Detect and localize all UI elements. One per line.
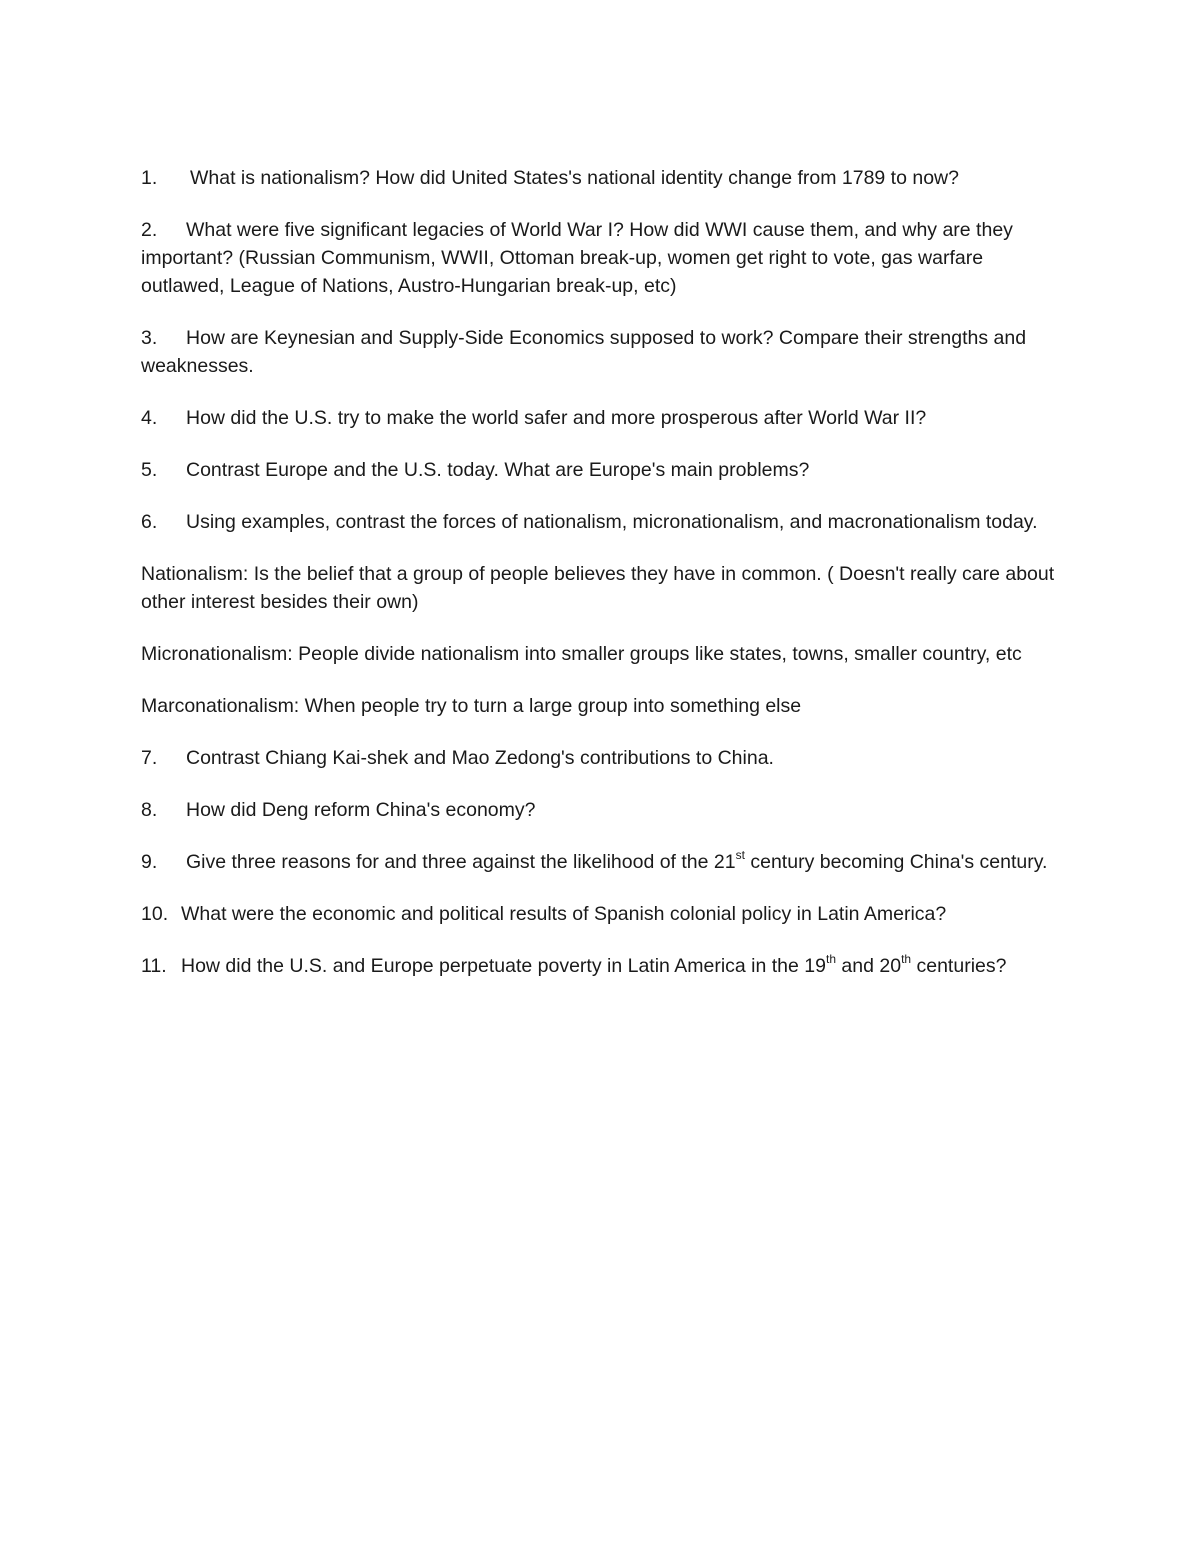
question-8 (141, 796, 1066, 824)
question-5 (141, 456, 1066, 484)
question-text-b: century becoming China's century. (744, 851, 1048, 873)
question-number: 3. (141, 327, 158, 349)
question-number: 8. (141, 799, 158, 821)
question-text: Contrast Chiang Kai-shek and Mao Zedong's contributions to China. (186, 747, 774, 769)
question-text-b: and 20 (836, 955, 902, 977)
question-9 (141, 848, 1066, 876)
question-text-a: How did the U.S. and Europe perpetuate poverty in Latin America in the 19 (181, 955, 826, 977)
question-6 (141, 508, 1066, 536)
question-number: 1. (141, 167, 158, 189)
question-text: What is nationalism? How did United States's national identity change from 1789 to now? (190, 167, 959, 189)
question-number: 5. (141, 459, 158, 481)
document-page (141, 164, 1066, 1004)
question-number: 9. (141, 851, 158, 873)
question-number: 2. (141, 219, 158, 241)
question-7 (141, 744, 1066, 772)
question-1 (141, 164, 1066, 192)
question-number: 7. (141, 747, 158, 769)
question-11 (141, 952, 1066, 980)
question-number: 6. (141, 511, 158, 533)
answer-marconationalism: Marconationalism: When people try to turn a large group into something else (141, 695, 802, 717)
question-text: How did the U.S. try to make the world safer and more prosperous after World War II? (186, 407, 927, 429)
question-text-c: centuries? (911, 955, 1007, 977)
answer-micronationalism: Micronationalism: People divide nationalism into smaller groups like states, towns, smaller country, etc (141, 643, 1022, 665)
ordinal-suffix: th (825, 951, 836, 966)
question-number: 11. (141, 955, 167, 977)
question-2 (141, 216, 1066, 300)
question-text: How did Deng reform China's economy? (186, 799, 536, 821)
question-3 (141, 324, 1066, 380)
question-number: 4. (141, 407, 158, 429)
question-text: Using examples, contrast the forces of nationalism, micronationalism, and macronationalism today. (186, 511, 1038, 533)
ordinal-suffix: st (735, 847, 745, 862)
question-text: What were the economic and political results of Spanish colonial policy in Latin America? (181, 903, 947, 925)
question-text: How are Keynesian and Supply-Side Economics supposed to work? Compare their strengths and weaknesses. (141, 327, 1027, 377)
question-number: 10. (141, 903, 169, 925)
question-10 (141, 900, 1066, 928)
question-text: What were five significant legacies of World War I? How did WWI cause them, and why are they important? (Russian Communism, WWII, Ottoman break-up, women get right to vote, gas warfare outlawed, League of Nations, Austro-Hungarian break-up, etc) (141, 219, 1013, 297)
question-text: Contrast Europe and the U.S. today. What are Europe's main problems? (186, 459, 810, 481)
question-text-a: Give three reasons for and three against the likelihood of the 21 (186, 851, 736, 873)
ordinal-suffix: th (901, 951, 912, 966)
answer-nationalism: Nationalism: Is the belief that a group of people believes they have in common. ( Doesn't really care about other interest besides their own) (141, 563, 1055, 613)
question-4 (141, 404, 1066, 432)
